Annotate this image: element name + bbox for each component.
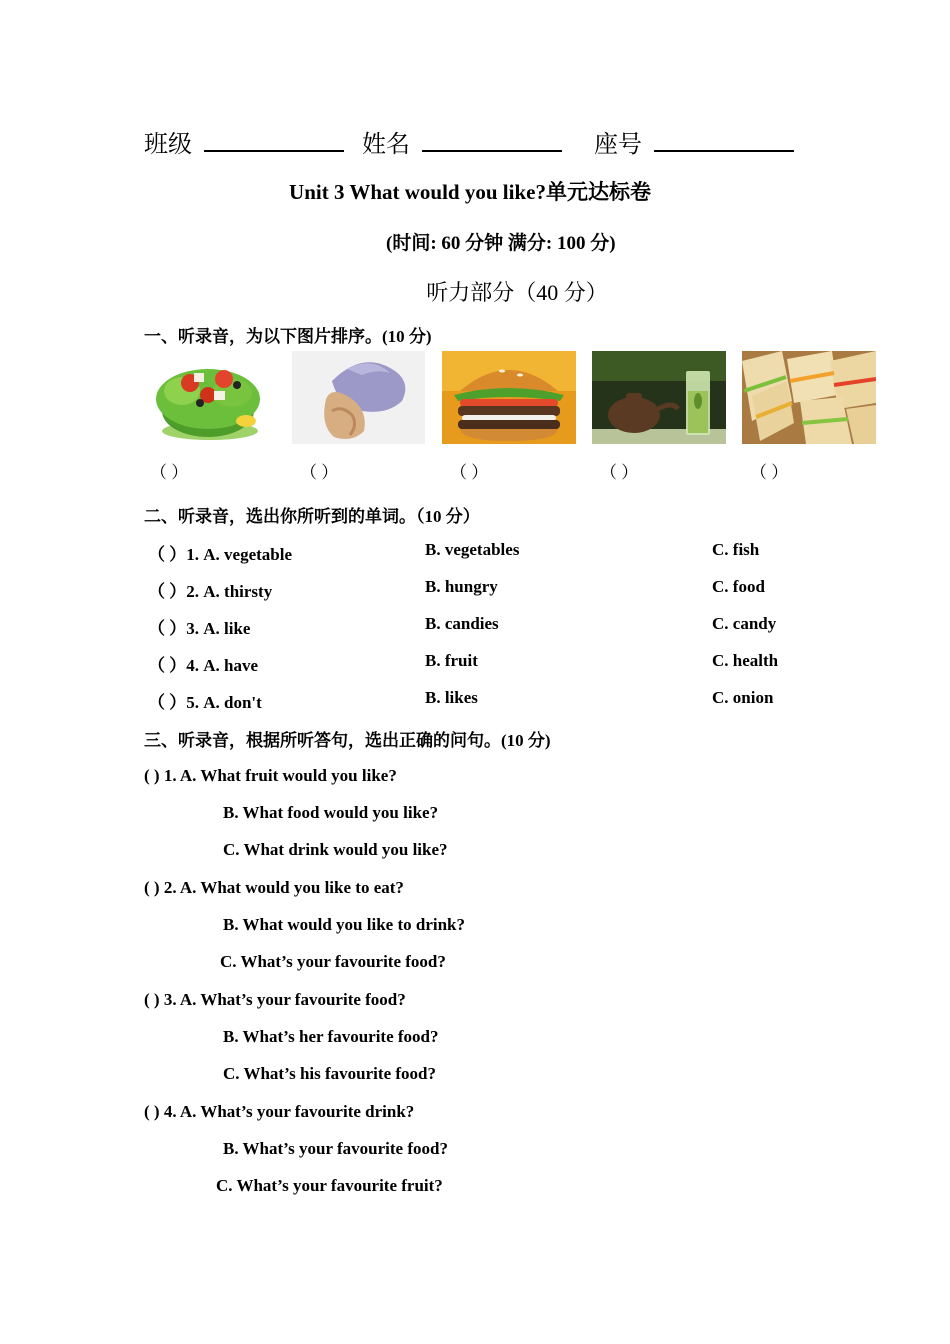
part1-heading: 一、听录音，为以下图片排序。(10 分) [144, 327, 432, 346]
page-title: Unit 3 What would you like?单元达标卷 [289, 180, 651, 204]
sandwich-image [742, 351, 876, 444]
part3-q4-b: B. What’s your favourite food? [223, 1139, 448, 1158]
seat-label: 座号 [594, 132, 642, 158]
picture-answer-1[interactable]: （ ） [150, 463, 189, 482]
part3-q3-a[interactable]: ( ) 3. A. What’s your favourite food? [144, 990, 406, 1009]
part2-q1-c: C. fish [712, 540, 760, 559]
name-blank[interactable] [422, 128, 562, 152]
part3-q2-b: B. What would you like to drink? [223, 915, 466, 934]
part3-q2-a[interactable]: ( ) 2. A. What would you like to eat? [144, 878, 404, 897]
picture-answer-2[interactable]: （ ） [300, 463, 339, 482]
ice-cream-image [292, 351, 425, 444]
tea-image [592, 351, 726, 444]
part2-q1-a[interactable]: （ ）1. A. vegetable [148, 545, 293, 564]
part2-q3-c: C. candy [712, 614, 777, 633]
part2-q4-a[interactable]: （ ）4. A. have [148, 656, 259, 675]
part2-q2-a[interactable]: （ ）2. A. thirsty [148, 582, 273, 601]
time-info: (时间: 60 分钟 满分: 100 分) [386, 233, 616, 254]
section-title: 听力部分（40 分） [426, 280, 608, 305]
salad-image [142, 351, 276, 444]
picture-answer-4[interactable]: （ ） [600, 463, 639, 482]
part3-q4-c: C. What’s your favourite fruit? [216, 1176, 443, 1195]
student-info-line [144, 124, 806, 159]
part2-q4-b: B. fruit [425, 651, 478, 670]
part3-q1-b: B. What food would you like? [223, 803, 439, 822]
part3-q4-a[interactable]: ( ) 4. A. What’s your favourite drink? [144, 1102, 415, 1121]
part2-q5-a[interactable]: （ ）5. A. don't [148, 693, 262, 712]
part3-q1-c: C. What drink would you like? [223, 840, 448, 859]
class-label: 班级 [144, 132, 192, 158]
part2-q3-b: B. candies [425, 614, 499, 633]
part3-q3-c: C. What’s his favourite food? [223, 1064, 436, 1083]
hamburger-image [442, 351, 576, 444]
part3-heading: 三、听录音，根据所听答句，选出正确的问句。(10 分) [144, 731, 551, 750]
name-label: 姓名 [362, 132, 410, 158]
part2-q1-b: B. vegetables [425, 540, 520, 559]
part2-q4-c: C. health [712, 651, 779, 670]
seat-blank[interactable] [654, 128, 794, 152]
part3-q3-b: B. What’s her favourite food? [223, 1027, 439, 1046]
part2-q3-a[interactable]: （ ）3. A. like [148, 619, 251, 638]
part2-q2-c: C. food [712, 577, 765, 596]
picture-answer-3[interactable]: （ ） [450, 463, 489, 482]
picture-answer-5[interactable]: （ ） [750, 463, 789, 482]
part2-q5-c: C. onion [712, 688, 774, 707]
part3-q2-c: C. What’s your favourite food? [220, 952, 446, 971]
part3-q1-a[interactable]: ( ) 1. A. What fruit would you like? [144, 766, 397, 785]
part2-q5-b: B. likes [425, 688, 478, 707]
part2-q2-b: B. hungry [425, 577, 498, 596]
part2-heading: 二、听录音，选出你所听到的单词。（10 分） [144, 507, 480, 526]
class-blank[interactable] [204, 128, 344, 152]
